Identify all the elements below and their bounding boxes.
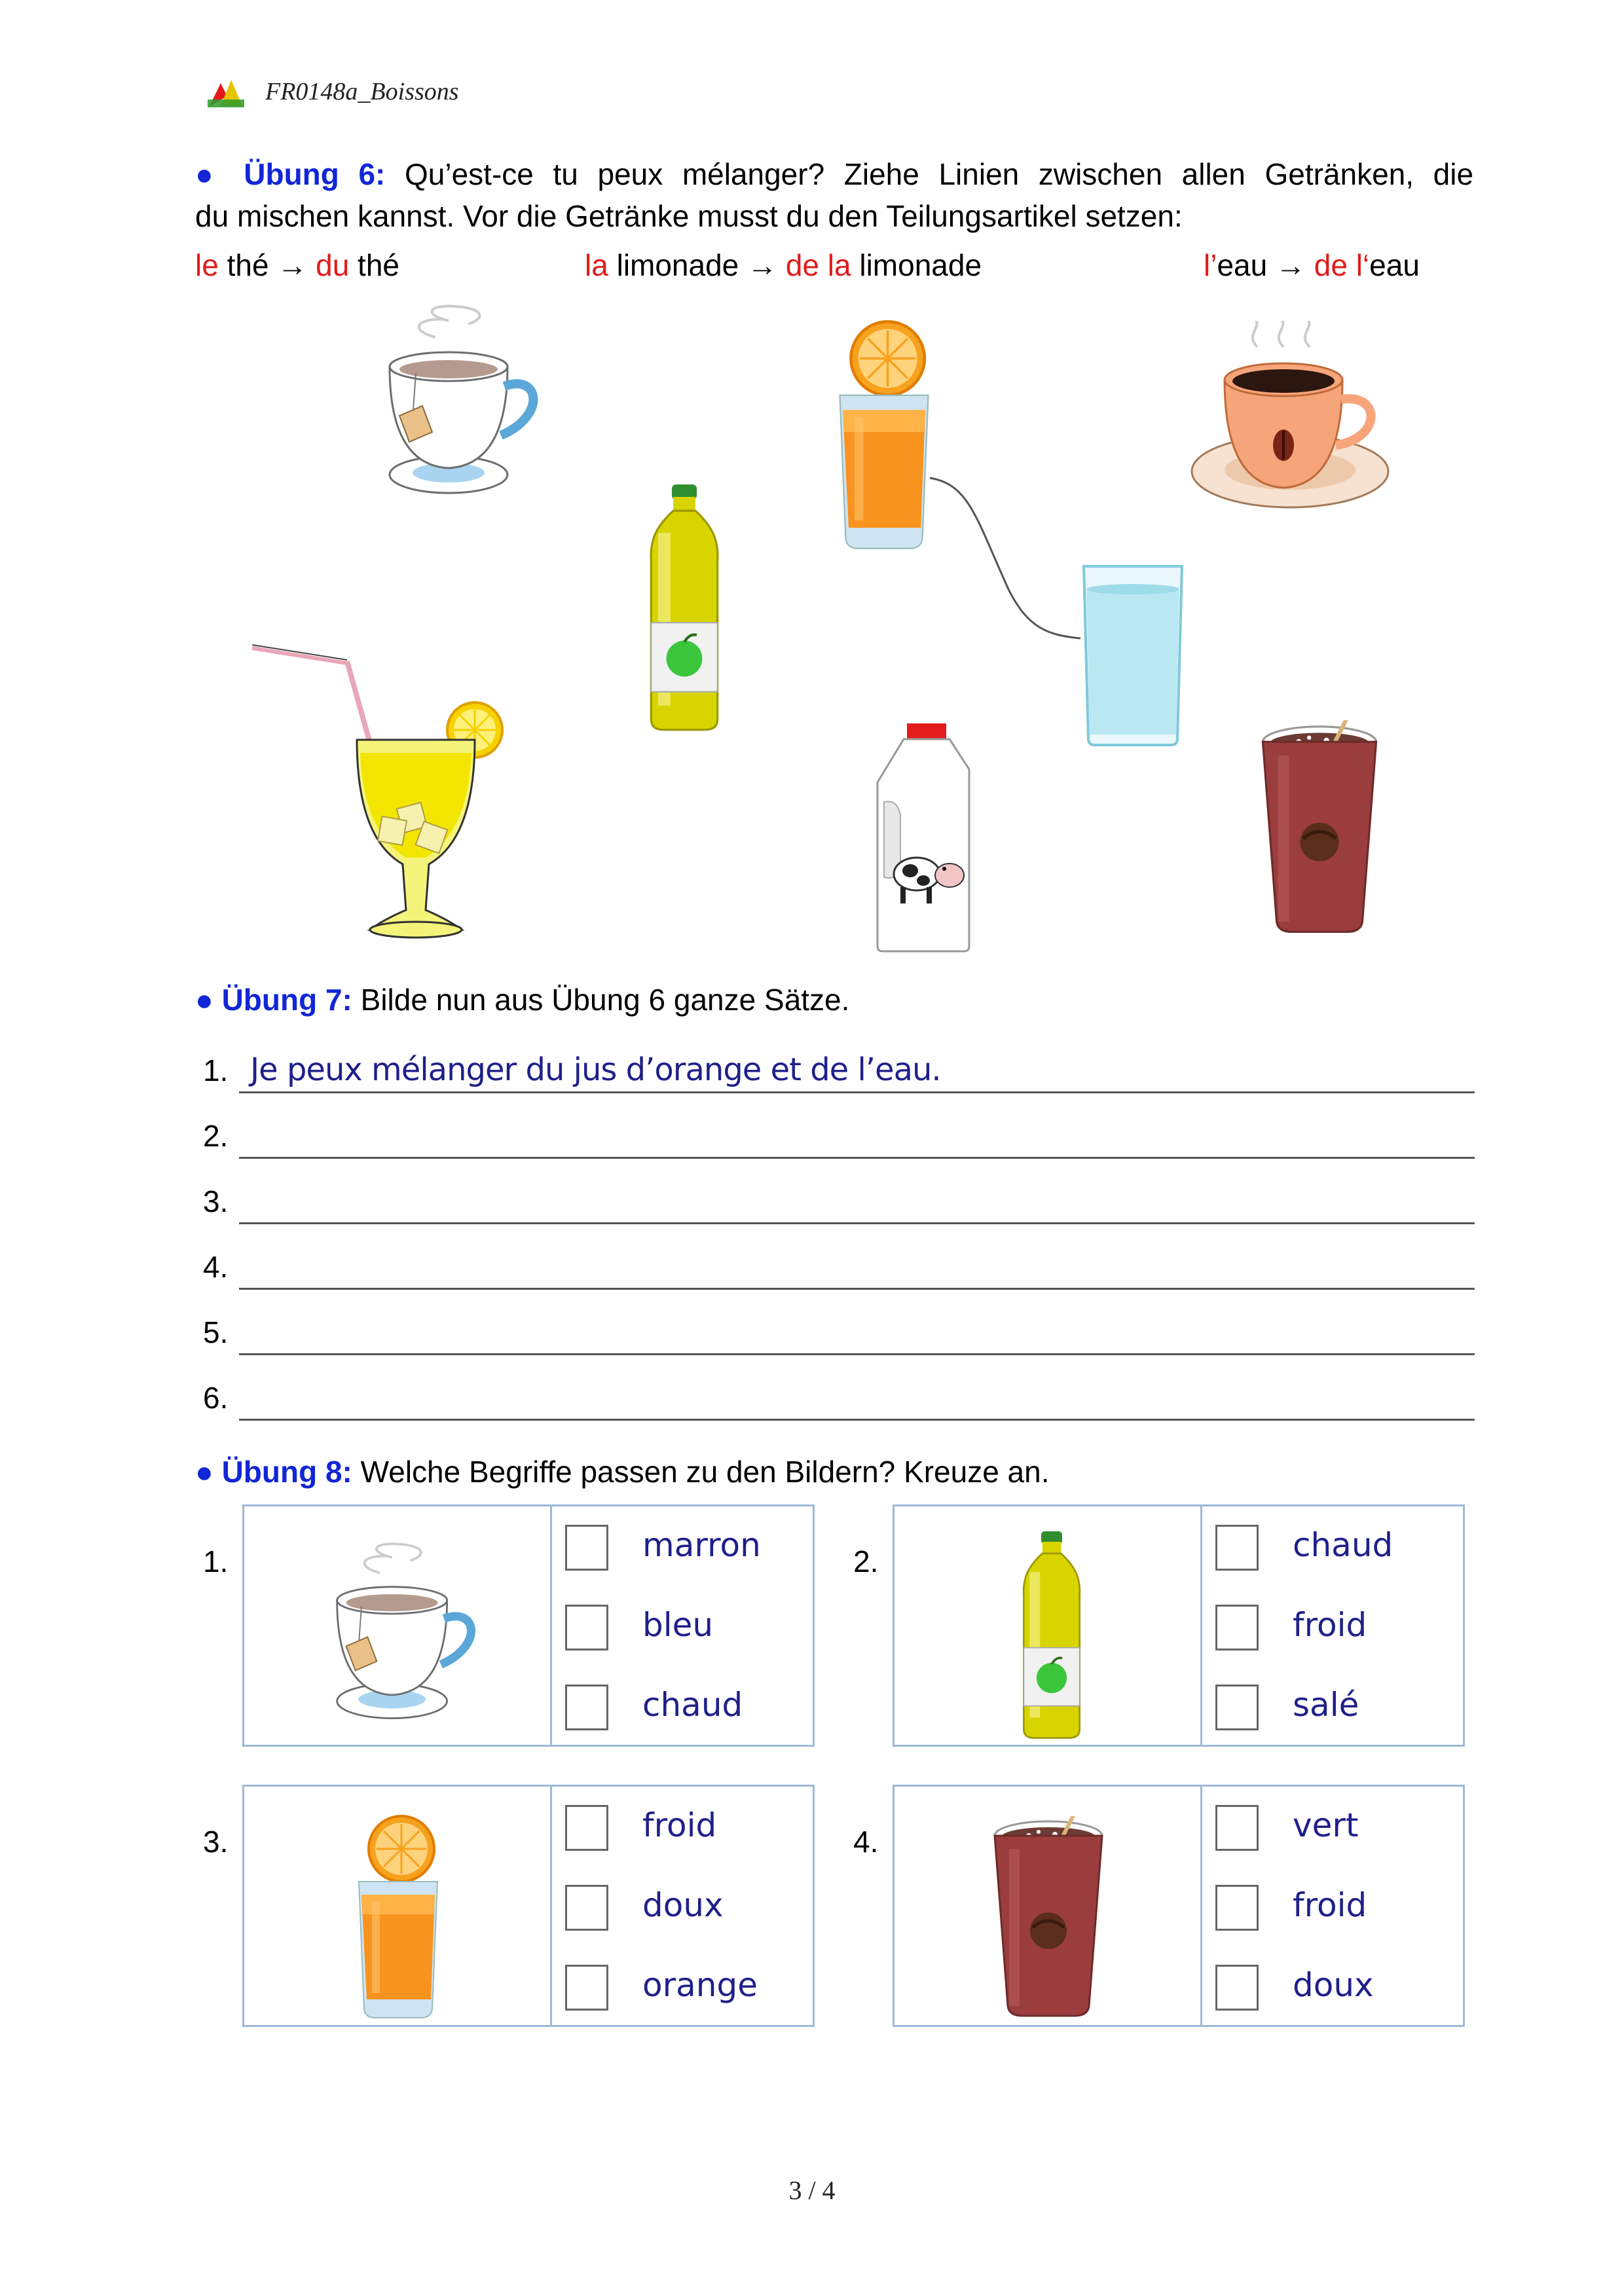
- exercise8-card-2: [893, 1504, 1465, 1747]
- option-label: bleu: [642, 1606, 714, 1644]
- option-label: salé: [1293, 1686, 1359, 1724]
- bullet-icon: ●: [195, 157, 225, 191]
- line-number: 1.: [203, 1053, 229, 1087]
- checkbox[interactable]: [1215, 1885, 1259, 1931]
- answer-line-5[interactable]: [203, 1315, 1475, 1360]
- option-marron[interactable]: [565, 1525, 801, 1572]
- lemonade-glass-icon[interactable]: [252, 642, 514, 943]
- lemonade-bottle-icon[interactable]: [638, 484, 730, 733]
- option-label: chaud: [1293, 1526, 1393, 1564]
- exercise8-card-1: [242, 1504, 815, 1747]
- exercise8-card-4: [893, 1785, 1465, 2027]
- option-doux[interactable]: [1215, 1965, 1451, 2012]
- option-label: vert: [1293, 1806, 1359, 1844]
- option-chaud[interactable]: [1215, 1525, 1451, 1572]
- option-label: doux: [1293, 1966, 1374, 2004]
- option-vert[interactable]: [1215, 1805, 1451, 1852]
- checkbox[interactable]: [565, 1885, 608, 1931]
- exercise6-instructions-line1: [195, 153, 1473, 195]
- answer-line-1[interactable]: [203, 1053, 1475, 1099]
- answer-line-6[interactable]: [203, 1380, 1475, 1426]
- checkbox[interactable]: [565, 1685, 608, 1730]
- card-image-cell: [244, 1787, 552, 2025]
- option-froid[interactable]: [1215, 1885, 1451, 1932]
- line-number: 6.: [203, 1381, 229, 1415]
- option-label: froid: [1293, 1886, 1367, 1924]
- option-label: froid: [1293, 1606, 1367, 1644]
- connecting-line: [917, 471, 1087, 648]
- writing-line: [239, 1091, 1475, 1093]
- line-number: 2.: [203, 1119, 229, 1153]
- answer-line-2[interactable]: [203, 1118, 1475, 1164]
- option-froid[interactable]: [565, 1805, 801, 1852]
- handwritten-answer: Je peux mélanger du jus d’orange et de l’eau.: [250, 1051, 941, 1088]
- line-number: 4.: [203, 1250, 229, 1284]
- writing-line: [239, 1222, 1475, 1224]
- option-label: orange: [642, 1966, 758, 2004]
- checkbox[interactable]: [565, 1805, 608, 1851]
- option-label: marron: [642, 1526, 761, 1564]
- exercise8-label: Übung 8:: [221, 1455, 352, 1489]
- partitive-rule-limonade: la limonade → de la limonade: [585, 248, 982, 282]
- checkbox[interactable]: [565, 1605, 608, 1650]
- exercise6-instructions-line2: du mischen kannst. Vor die Getränke musst du den Teilungsartikel setzen:: [195, 199, 1183, 233]
- answer-line-4[interactable]: [203, 1249, 1475, 1295]
- writing-line: [239, 1353, 1475, 1355]
- line-number: 5.: [203, 1315, 229, 1349]
- line-number: 3.: [203, 1184, 229, 1218]
- bullet-icon: ●: [195, 1455, 213, 1489]
- checkbox[interactable]: [1215, 1965, 1259, 2011]
- card-image-cell: [244, 1506, 552, 1745]
- option-label: froid: [642, 1806, 717, 1844]
- tea-cup-icon[interactable]: [367, 301, 544, 498]
- card-number: 2.: [853, 1544, 879, 1578]
- checkbox[interactable]: [1215, 1605, 1259, 1650]
- checkbox[interactable]: [1215, 1685, 1259, 1730]
- checkbox[interactable]: [1215, 1805, 1259, 1851]
- partitive-rule-the: le thé → du thé: [195, 248, 400, 282]
- writing-line: [239, 1419, 1475, 1421]
- answer-line-3[interactable]: [203, 1184, 1475, 1230]
- exercise7-text: Bilde nun aus Übung 6 ganze Sätze.: [360, 983, 850, 1017]
- option-chaud[interactable]: [565, 1685, 801, 1732]
- checkbox[interactable]: [1215, 1525, 1259, 1571]
- card-number: 4.: [853, 1825, 879, 1859]
- checkbox[interactable]: [565, 1525, 608, 1571]
- publisher-logo-icon: [206, 73, 246, 109]
- document-title: FR0148a_Boissons: [265, 78, 459, 105]
- card-image-cell: [895, 1787, 1202, 2025]
- lemonade-bottle-icon: [1012, 1531, 1091, 1741]
- partitive-rule-eau: l’eau → de l‘eau: [1204, 248, 1420, 282]
- exercise7-instructions: [195, 979, 849, 1021]
- option-label: chaud: [642, 1686, 743, 1724]
- exercise8-instructions: [195, 1451, 1050, 1493]
- hot-chocolate-icon: [989, 1816, 1107, 2019]
- exercise8-card-3: [242, 1785, 815, 2027]
- bullet-icon: ●: [195, 983, 213, 1017]
- exercise7-label: Übung 7:: [221, 983, 352, 1017]
- orange-juice-icon: [352, 1810, 444, 2019]
- option-orange[interactable]: [565, 1965, 801, 2012]
- water-glass-icon[interactable]: [1080, 563, 1185, 746]
- page-number: 3 / 4: [788, 2176, 836, 2205]
- coffee-cup-icon[interactable]: [1185, 321, 1395, 517]
- option-bleu[interactable]: [565, 1605, 801, 1652]
- exercise6-label: Übung 6:: [244, 157, 386, 191]
- exercise8-text: Welche Begriffe passen zu den Bildern? Kreuze an.: [360, 1455, 1050, 1489]
- writing-line: [239, 1288, 1475, 1290]
- card-number: 3.: [203, 1825, 229, 1859]
- checkbox[interactable]: [565, 1965, 608, 2011]
- card-image-cell: [895, 1506, 1202, 1745]
- tea-cup-icon: [313, 1539, 483, 1722]
- exercise6-text: Qu’est-ce tu peux mélanger? Ziehe Linien zwischen allen Getränken, die: [405, 157, 1474, 191]
- writing-line: [239, 1157, 1475, 1159]
- hot-chocolate-icon[interactable]: [1257, 720, 1382, 936]
- option-doux[interactable]: [565, 1885, 801, 1932]
- option-label: doux: [642, 1886, 724, 1924]
- option-froid[interactable]: [1215, 1605, 1451, 1652]
- milk-carton-icon[interactable]: [871, 723, 976, 953]
- option-sale[interactable]: [1215, 1685, 1451, 1732]
- card-number: 1.: [203, 1544, 229, 1578]
